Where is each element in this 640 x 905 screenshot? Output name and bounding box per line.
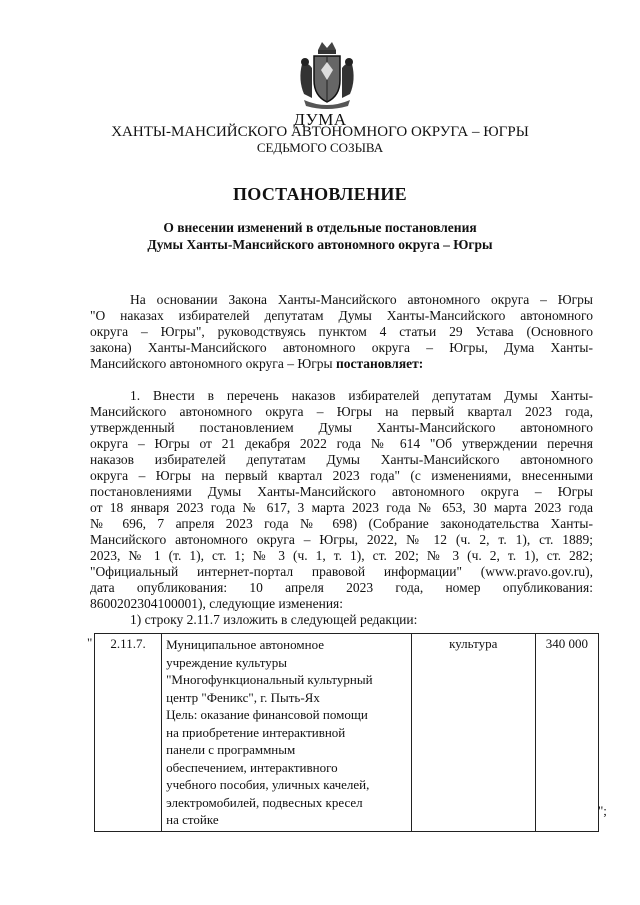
text-line: 1. Внести в перечень наказов избирателей депутатам Думы Ханты- [130,388,593,403]
row-amount-cell: 340 000 [535,634,598,832]
text-line: постановлениями Думы Ханты-Мансийского автономного округа – Югры [90,484,593,499]
text-line: закона) Ханты-Мансийского автономного округа – Югры, Дума Ханты- [90,340,593,355]
text-line: округа – Югры на первый квартал 2023 года" (с изменениями, внесенными [90,468,593,483]
text-line: 2023, № 1 (т. 1), ст. 1; № 3 (ч. 1, т. 1), ст. 202; № 3 (ч. 2, т. 1), ст. 282; [90,548,593,563]
sub-item-line: 1) строку 2.11.7 изложить в следующей редакции: [130,612,418,627]
text-line: Мансийского автономного округа – Югры на первый квартал 2023 года, [90,404,593,419]
table-close-quote: "; [598,803,607,818]
resolves-keyword: постановляет: [335,356,424,371]
table-open-quote: " [87,635,93,650]
org-convocation: СЕДЬМОГО СОЗЫВА [256,140,384,155]
description-line: обеспечением, интерактивного [166,759,338,775]
table-row [95,634,599,832]
text-line: от 18 января 2023 года № 617, 3 марта 2023 года № 653, 30 марта 2023 года [90,500,593,515]
description-line: на приобретение интерактивной [166,724,346,740]
description-line: "Многофункциональный культурный [166,672,373,687]
coat-of-arms-emblem [296,40,358,110]
text-line: округа – Югры", руководствуясь пунктом 4 статьи 29 Устава (Основного [90,324,593,339]
amendment-table [94,633,599,832]
text-line: округа – Югры от 21 декабря 2022 года № 614 "Об утверждении перечня [90,436,593,451]
description-line: учебного пособия, уличных качелей, [166,777,370,792]
org-name-line2: ХАНТЫ-МАНСИЙСКОГО АВТОНОМНОГО ОКРУГА – ЮГРЫ [111,124,529,140]
text-line: Мансийского автономного округа – Югры, 2022, № 12 (ч. 2, т. 1), ст. 1889; [90,532,593,547]
description-line: Муниципальное автономное [166,637,324,652]
description-line: Цель: оказание финансовой помощи [166,707,368,722]
preamble-last-line: Мансийского автономного округа – Югры [90,356,336,371]
description-line: учреждение культуры [166,654,287,670]
text-line: наказов избирателей депутатам Думы Ханты-Мансийского автономного [90,452,593,467]
document-subtitle-line2: Думы Ханты-Мансийского автономного округа – Югры [147,237,493,252]
sub-item-paragraph [90,612,593,628]
preamble-paragraph [90,292,593,372]
document-subtitle-line1: О внесении изменений в отдельные постановления [163,220,477,235]
row-category-cell: культура [411,634,535,832]
text-line: "Официальный интернет-портал правовой информации" (www.pravo.gov.ru), [90,564,593,579]
item-1-paragraph [90,388,593,612]
description-line: электромобилей, подвесных кресел [166,794,363,810]
text-line: "О наказах избирателей депутатам Думы Ханты-Мансийского автономного [90,308,593,323]
text-line: 8600202304100001), следующие изменения: [90,596,344,611]
text-line [90,356,593,372]
text-line: На основании Закона Ханты-Мансийского автономного округа – Югры [130,292,593,307]
text-line: дата опубликования: 10 апреля 2023 года, номер опубликования: [90,580,593,595]
row-description-cell [162,634,411,832]
description-line: на стойке [166,812,219,827]
document-title: ПОСТАНОВЛЕНИЕ [233,184,407,204]
text-line: № 696, 7 апреля 2023 года № 698) (Собрание законодательства Ханты- [90,516,593,531]
description-line: панели с программным [166,742,296,757]
text-line: утвержденный постановлением Думы Ханты-Мансийского автономного [90,420,593,435]
row-number-cell: 2.11.7. [95,634,162,832]
description-line: центр "Феникс", г. Пыть-Ях [166,689,320,705]
org-name-line1: ДУМА [293,110,347,129]
